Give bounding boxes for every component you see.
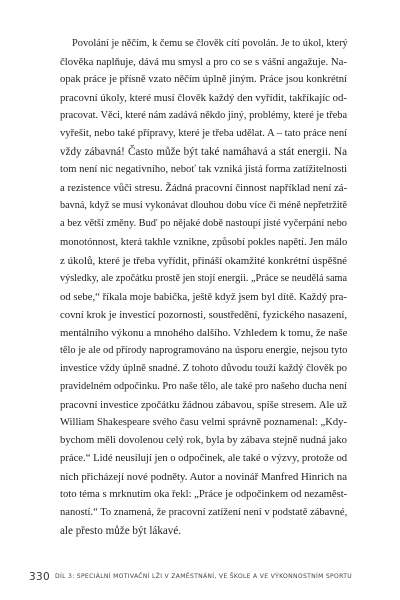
body-text (60, 35, 347, 540)
page-footer (0, 570, 400, 584)
text-line: práce.“ Lidé neusilují jen o odpočinek, ale také o výzvy, protože od (60, 453, 348, 465)
page-number: 330 (29, 571, 50, 583)
text-line: od sebe,“ říkala moje babička, ještě když jsem byl dítě. Každý pra- (60, 290, 347, 303)
text-line: mentálního výkonu a mnohého dalšího. Vzhledem k tomu, že naše (60, 326, 348, 339)
text-line: a bez větší změny. Buď po nějaké době nastoupí jisté vyčerpání nebo (60, 218, 347, 230)
text-line: vždy zábavná! Často může být také namáhavá a stát energii. Na (60, 146, 347, 159)
text-line: William Shakespeare svého času velmi správně poznamenal: „Kdy- (60, 416, 347, 428)
text-line: bavná, když se musí vykonávat dlouhou dobu více či méně nepřetržitě (60, 200, 348, 212)
text-line: investice vždy úplně snadné. Z tohoto důvodu touží každý člověk po (60, 362, 347, 374)
text-line: bychom měli dovolenou celý rok, byla by zábava stejně nudná jako (60, 435, 347, 447)
text-line: covní krok je investicí pozornosti, soustředění, fyzického nasazení, (60, 308, 347, 321)
text-line: Povolání je něčím, k čemu se člověk cítí povolán. Je to úkol, který (72, 38, 348, 49)
text-line: člověka naplňuje, dává mu smysl a pro co se s vášní angažuje. Na- (60, 56, 347, 69)
running-header: DÍL 3: SPECIÁLNÍ MOTIVAČNÍ LŽI V ZAMĚSTNÁNÍ, VE ŠKOLE A VE VÝKONNOSTNÍM SPORTU (55, 573, 353, 580)
text-line: pravidelném odpočinku. Pro naše tělo, ale také pro našeho ducha není (60, 380, 347, 392)
text-line: pracovní investice zpočátku žádnou zábavou, spíše stresem. Ale už (60, 398, 347, 411)
text-line: pracovní úkoly, které musí člověk každý den vyřídit, takříkajíc od- (60, 92, 347, 105)
text-line: naností.“ To znamená, že pracovní zatížení není v podstatě zábavné, (60, 507, 348, 519)
text-line: ale přesto může být lákavé. (60, 525, 182, 538)
text-line: toto téma s mrknutím oka řekl: „Práce je odpočinkem od nezaměst- (60, 489, 348, 501)
text-line: výsledky, ale zpočátku prostě jen stojí energii. „Práce se neudělá sama (60, 272, 348, 284)
text-line: monotónnost, která takhle vznikne, způsobí pokles napětí. Jen málo (60, 236, 348, 248)
text-line: opak práce je přísně vzato něčím úplně jiným. Práce jsou konkrétní (60, 74, 347, 86)
text-line: a rezistence vůči stresu. Žádná pracovní činnost například není zá- (60, 182, 348, 195)
text-line: nich přicházejí nové podněty. Autor a novinář Manfred Hinrich na (60, 471, 347, 484)
text-line: pracovat. Věci, které nám zadává někdo jiný, problémy, které je třeba (60, 110, 348, 122)
text-line: z úkolů, které je třeba vyřídit, přináší okamžité konkrétní úspěšné (60, 254, 348, 267)
text-line: tom není nic negativního, neboť tak vzniká jistá forma zatížitelnosti (60, 164, 348, 176)
text-line: vyřešit, nebo také přípravy, které je třeba udělat. A – tato práce není (60, 128, 348, 140)
text-line: tělo je ale od přírody naprogramováno na úsporu energie, nejsou tyto (60, 344, 348, 356)
